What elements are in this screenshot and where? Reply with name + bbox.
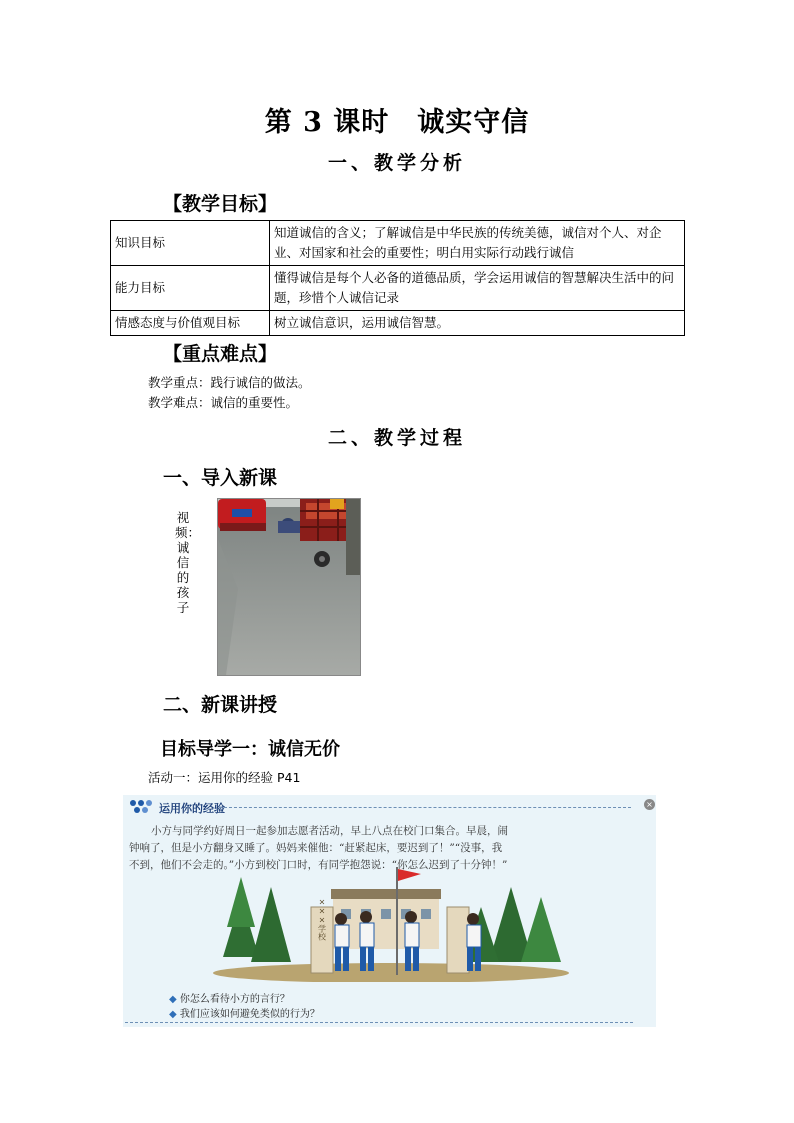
- section-heading-analysis: 一、教学分析: [327, 152, 466, 174]
- table-cell-content: 懂得诚信是每个人必备的道德品质，学会运用诚信的智慧解决生活中的问题，珍惜个人诚信记录: [270, 266, 685, 311]
- story-line: 钟响了，但是小方翻身又睡了。妈妈来催他：“赶紧起床，要迟到了！”“没事，我: [129, 842, 503, 854]
- table-cell-label: 能力目标: [111, 266, 270, 311]
- question-item: [169, 990, 290, 1005]
- story-line: 不到，他们不会走的。”小方到校门口时，有同学抱怨说：“你怎么迟到了十分钟！”: [129, 859, 508, 871]
- table-cell-content: 知道诚信的含义；了解诚信是中华民族的传统美德，诚信对个人、对企业、对国家和社会的重要性；明白用实际行动践行诚信: [270, 221, 685, 266]
- activity1-text: 活动一：运用你的经验 P41: [148, 770, 301, 785]
- close-icon[interactable]: ×: [644, 799, 655, 810]
- textbook-box-title: 运用你的经验: [159, 802, 225, 815]
- objectives-table: [110, 220, 685, 336]
- section-heading-process: 二、教学过程: [327, 427, 466, 449]
- part2-heading: 二、新课讲授: [163, 694, 278, 716]
- textbook-excerpt: [123, 795, 656, 1027]
- table-cell-content: 树立诚信意识，运用诚信智慧。: [270, 311, 685, 336]
- difficult-point-text: 教学难点：诚信的重要性。: [148, 395, 299, 410]
- table-cell-label: 知识目标: [111, 221, 270, 266]
- bullet-arrow-icon: ◆: [169, 994, 177, 1005]
- objectives-heading: 【教学目标】: [163, 193, 278, 215]
- story-line: 小方与同学约好周日一起参加志愿者活动，早上八点在校门口集合。早晨，闹: [151, 825, 508, 837]
- table-cell-label: 情感态度与价值观目标: [111, 311, 270, 336]
- table-row: [111, 221, 685, 266]
- school-gate-illustration: [211, 867, 571, 982]
- keypoints-heading: 【重点难点】: [163, 343, 278, 365]
- page-title: 第 3 课时 诚实守信: [264, 107, 530, 138]
- question-item: [169, 1005, 320, 1020]
- video-scene-image: [218, 499, 360, 675]
- question-text: 我们应该如何避免类似的行为？: [179, 1009, 320, 1020]
- key-point-text: 教学重点：践行诚信的做法。: [148, 375, 311, 390]
- dashed-divider: [125, 1022, 633, 1023]
- table-row: [111, 311, 685, 336]
- gate-sign-text: ×××学校: [317, 897, 327, 941]
- part1-heading: 一、导入新课: [163, 467, 278, 489]
- textbook-logo-icon: [125, 797, 155, 817]
- bullet-arrow-icon: ◆: [169, 1009, 177, 1020]
- video-caption: 视频：诚信的孩子: [175, 510, 201, 615]
- question-text: 你怎么看待小方的言行？: [179, 994, 290, 1005]
- dashed-divider: [219, 807, 631, 808]
- table-row: [111, 266, 685, 311]
- goal1-heading: 目标导学一：诚信无价: [160, 739, 340, 760]
- video-thumbnail[interactable]: [217, 498, 361, 676]
